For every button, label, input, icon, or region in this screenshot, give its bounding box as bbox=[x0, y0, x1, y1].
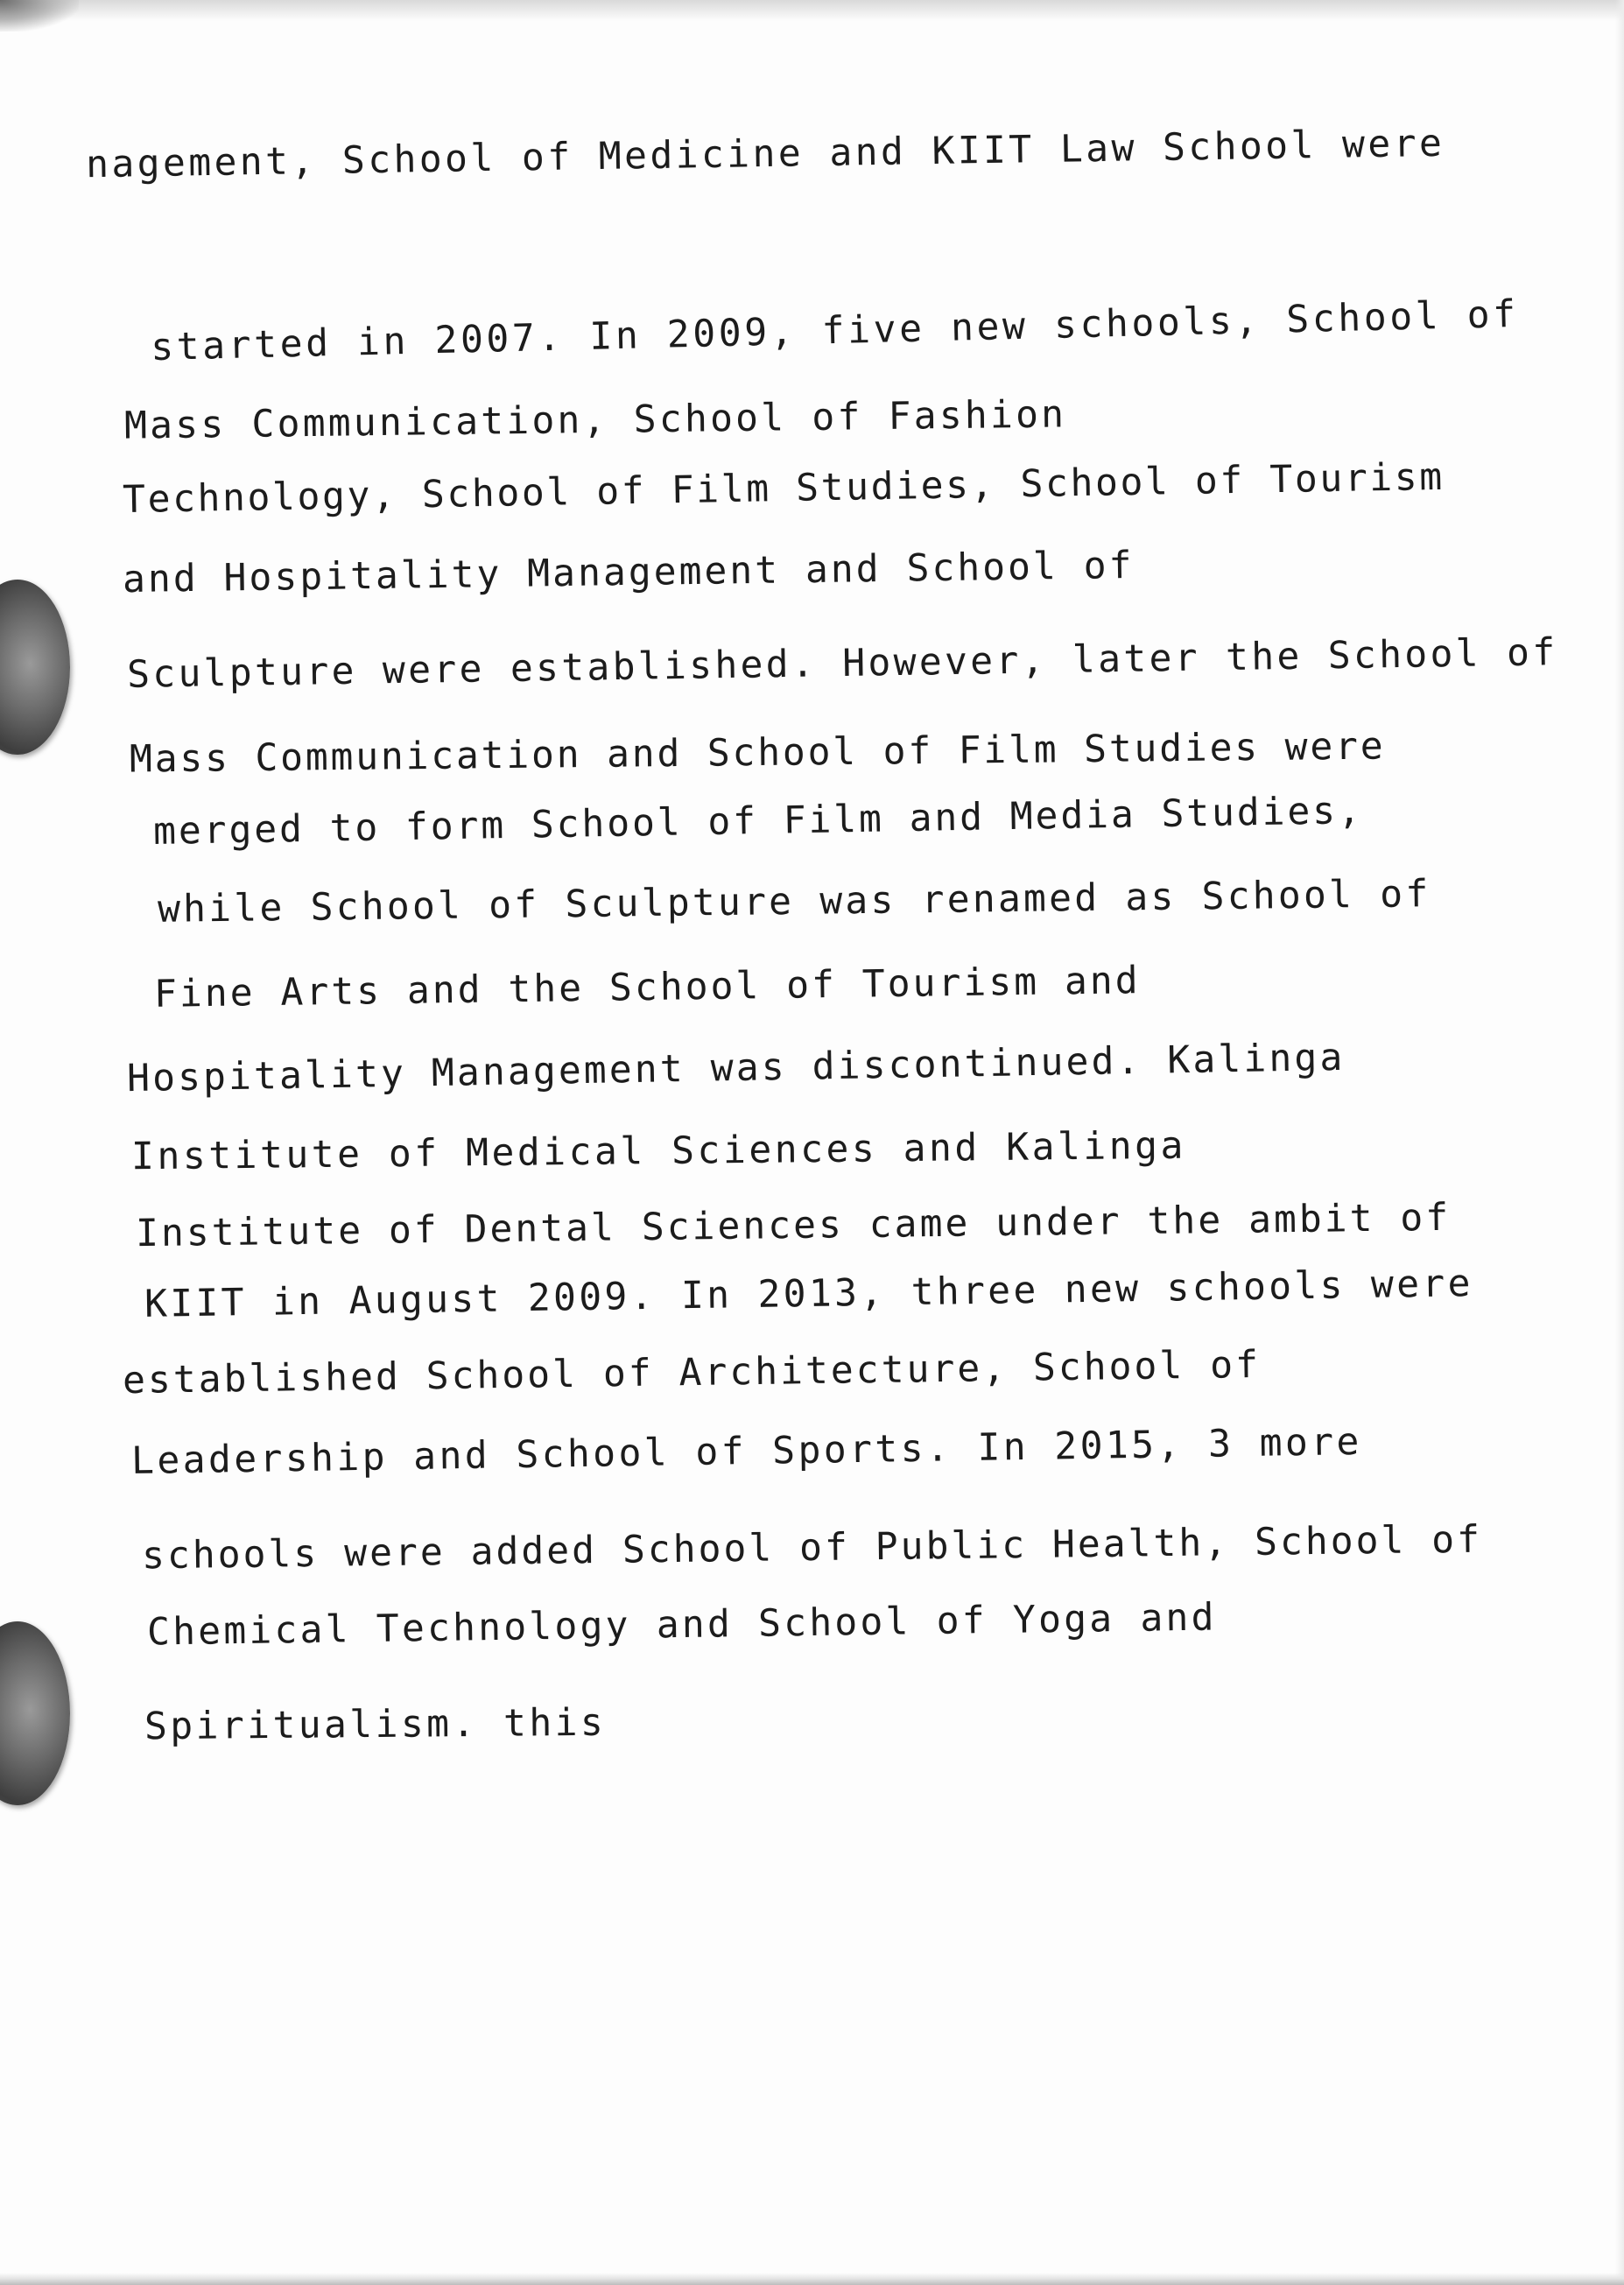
text-line: Mass Communication, School of Fashion bbox=[123, 392, 1067, 448]
scan-corner-shadow bbox=[0, 0, 79, 32]
text-line: while School of Sculpture was renamed as School of bbox=[157, 872, 1431, 932]
text-line: Sculpture were established. However, later the School of bbox=[126, 630, 1558, 697]
text-line: started in 2007. In 2009, five new schools, School of bbox=[150, 292, 1520, 370]
text-line: merged to form School of Film and Media Studies, bbox=[152, 788, 1364, 854]
text-line: Mass Communication and School of Film Studies were bbox=[129, 724, 1386, 782]
text-line: Leadership and School of Sports. In 2015, 3 more bbox=[130, 1419, 1363, 1484]
text-line: Chemical Technology and School of Yoga and bbox=[146, 1595, 1218, 1655]
text-line: Institute of Medical Sciences and Kalinga bbox=[130, 1123, 1187, 1179]
text-line: schools were added School of Public Health, School of bbox=[141, 1517, 1483, 1578]
text-line: nagement, School of Medicine and KIIT Law School were bbox=[85, 121, 1445, 187]
text-line: established School of Architecture, School of bbox=[122, 1342, 1262, 1403]
text-line: Spiritualism. this bbox=[144, 1700, 607, 1749]
text-line: Institute of Dental Sciences came under the ambit of bbox=[135, 1195, 1452, 1256]
text-line: Hospitality Management was discontinued. Kalinga bbox=[126, 1035, 1346, 1101]
binder-hole-top bbox=[0, 580, 70, 755]
text-line: KIIT in August 2009. In 2013, three new schools were bbox=[144, 1262, 1474, 1326]
scan-right-edge bbox=[1615, 0, 1624, 2285]
scan-top-shadow bbox=[0, 0, 1624, 21]
binder-hole-bottom bbox=[0, 1621, 70, 1805]
text-line: Technology, School of Film Studies, School of Tourism bbox=[122, 454, 1445, 523]
text-line: Fine Arts and the School of Tourism and bbox=[153, 959, 1141, 1016]
text-line: and Hospitality Management and School of bbox=[122, 543, 1135, 602]
scan-bottom-edge bbox=[0, 2273, 1624, 2285]
